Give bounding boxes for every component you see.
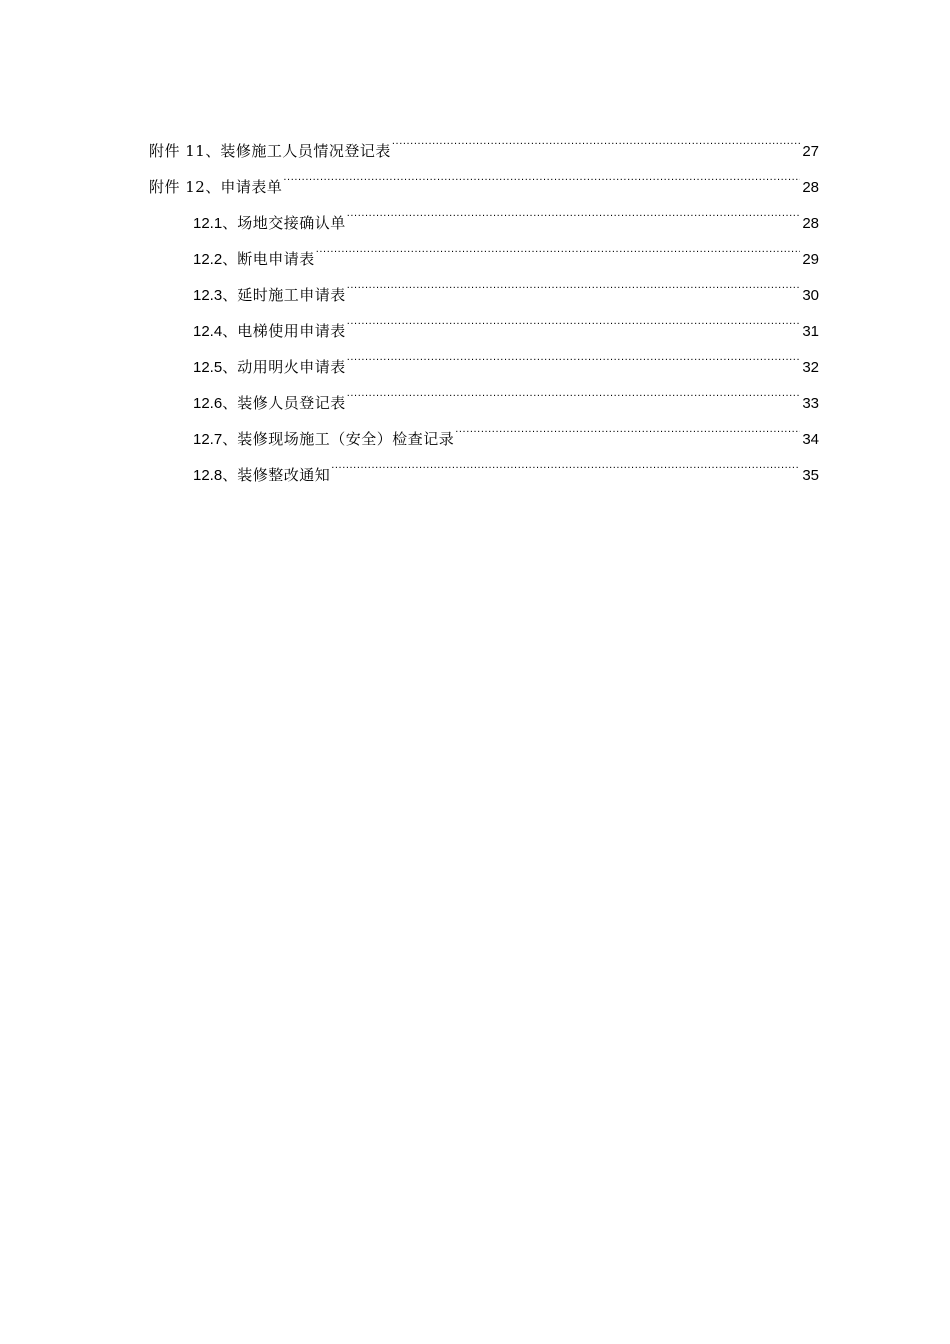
toc-entry-number: 12.6 xyxy=(193,395,223,412)
toc-entry-page-number: 29 xyxy=(802,251,819,268)
toc-dot-leader xyxy=(392,120,800,156)
toc-entry-title: 场地交接确认单 xyxy=(237,214,346,232)
toc-entry-title: 装修施工人员情况登记表 xyxy=(220,142,391,160)
toc-entry-page-number: 33 xyxy=(802,395,819,412)
toc-dot-leader xyxy=(347,372,800,408)
toc-entry-title: 申请表单 xyxy=(220,178,283,196)
toc-entry-separator: 、 xyxy=(205,142,221,160)
toc-entry-title: 装修现场施工（安全）检查记录 xyxy=(237,430,455,448)
toc-entry-separator: 、 xyxy=(222,394,238,412)
toc-entry-page-number: 34 xyxy=(802,431,819,448)
toc-dot-leader xyxy=(316,228,800,264)
toc-entry-separator: 、 xyxy=(222,430,238,448)
toc-entry-title: 动用明火申请表 xyxy=(237,358,346,376)
toc-entry-number: 12.7 xyxy=(193,431,223,448)
table-of-contents xyxy=(149,120,819,484)
toc-dot-leader xyxy=(331,444,800,480)
toc-dot-leader xyxy=(347,300,800,336)
toc-entry-attachment-11[interactable] xyxy=(149,120,819,160)
toc-dot-leader xyxy=(347,336,800,372)
toc-entry-title: 装修整改通知 xyxy=(237,466,331,484)
toc-dot-leader xyxy=(347,264,800,300)
toc-entry-number: 附件 11 xyxy=(149,142,206,160)
toc-entry-number: 12.4 xyxy=(193,323,223,340)
toc-entry-separator: 、 xyxy=(222,466,238,484)
toc-entry-page-number: 31 xyxy=(802,323,819,340)
toc-entry-page-number: 35 xyxy=(802,467,819,484)
toc-entry-page-number: 28 xyxy=(802,215,819,232)
toc-dot-leader xyxy=(283,156,800,192)
toc-entry-page-number: 27 xyxy=(802,143,819,160)
toc-entry-title: 装修人员登记表 xyxy=(237,394,346,412)
toc-entry-separator: 、 xyxy=(222,214,238,232)
toc-entry-number: 12.2 xyxy=(193,251,223,268)
toc-entry-separator: 、 xyxy=(222,322,238,340)
toc-dot-leader xyxy=(347,192,800,228)
toc-entry-number: 12.8 xyxy=(193,467,223,484)
toc-entry-separator: 、 xyxy=(222,358,238,376)
toc-entry-separator: 、 xyxy=(222,250,238,268)
toc-entry-separator: 、 xyxy=(222,286,238,304)
toc-entry-page-number: 32 xyxy=(802,359,819,376)
toc-entry-page-number: 30 xyxy=(802,287,819,304)
toc-entry-number: 12.3 xyxy=(193,287,223,304)
toc-entry-title: 电梯使用申请表 xyxy=(237,322,346,340)
toc-entry-title: 断电申请表 xyxy=(237,250,315,268)
toc-entry-number: 附件 12 xyxy=(149,178,206,196)
toc-entry-page-number: 28 xyxy=(802,179,819,196)
toc-entry-title: 延时施工申请表 xyxy=(237,286,346,304)
toc-entry-separator: 、 xyxy=(205,178,221,196)
toc-entry-number: 12.5 xyxy=(193,359,223,376)
toc-entry-number: 12.1 xyxy=(193,215,223,232)
toc-dot-leader xyxy=(455,408,800,444)
